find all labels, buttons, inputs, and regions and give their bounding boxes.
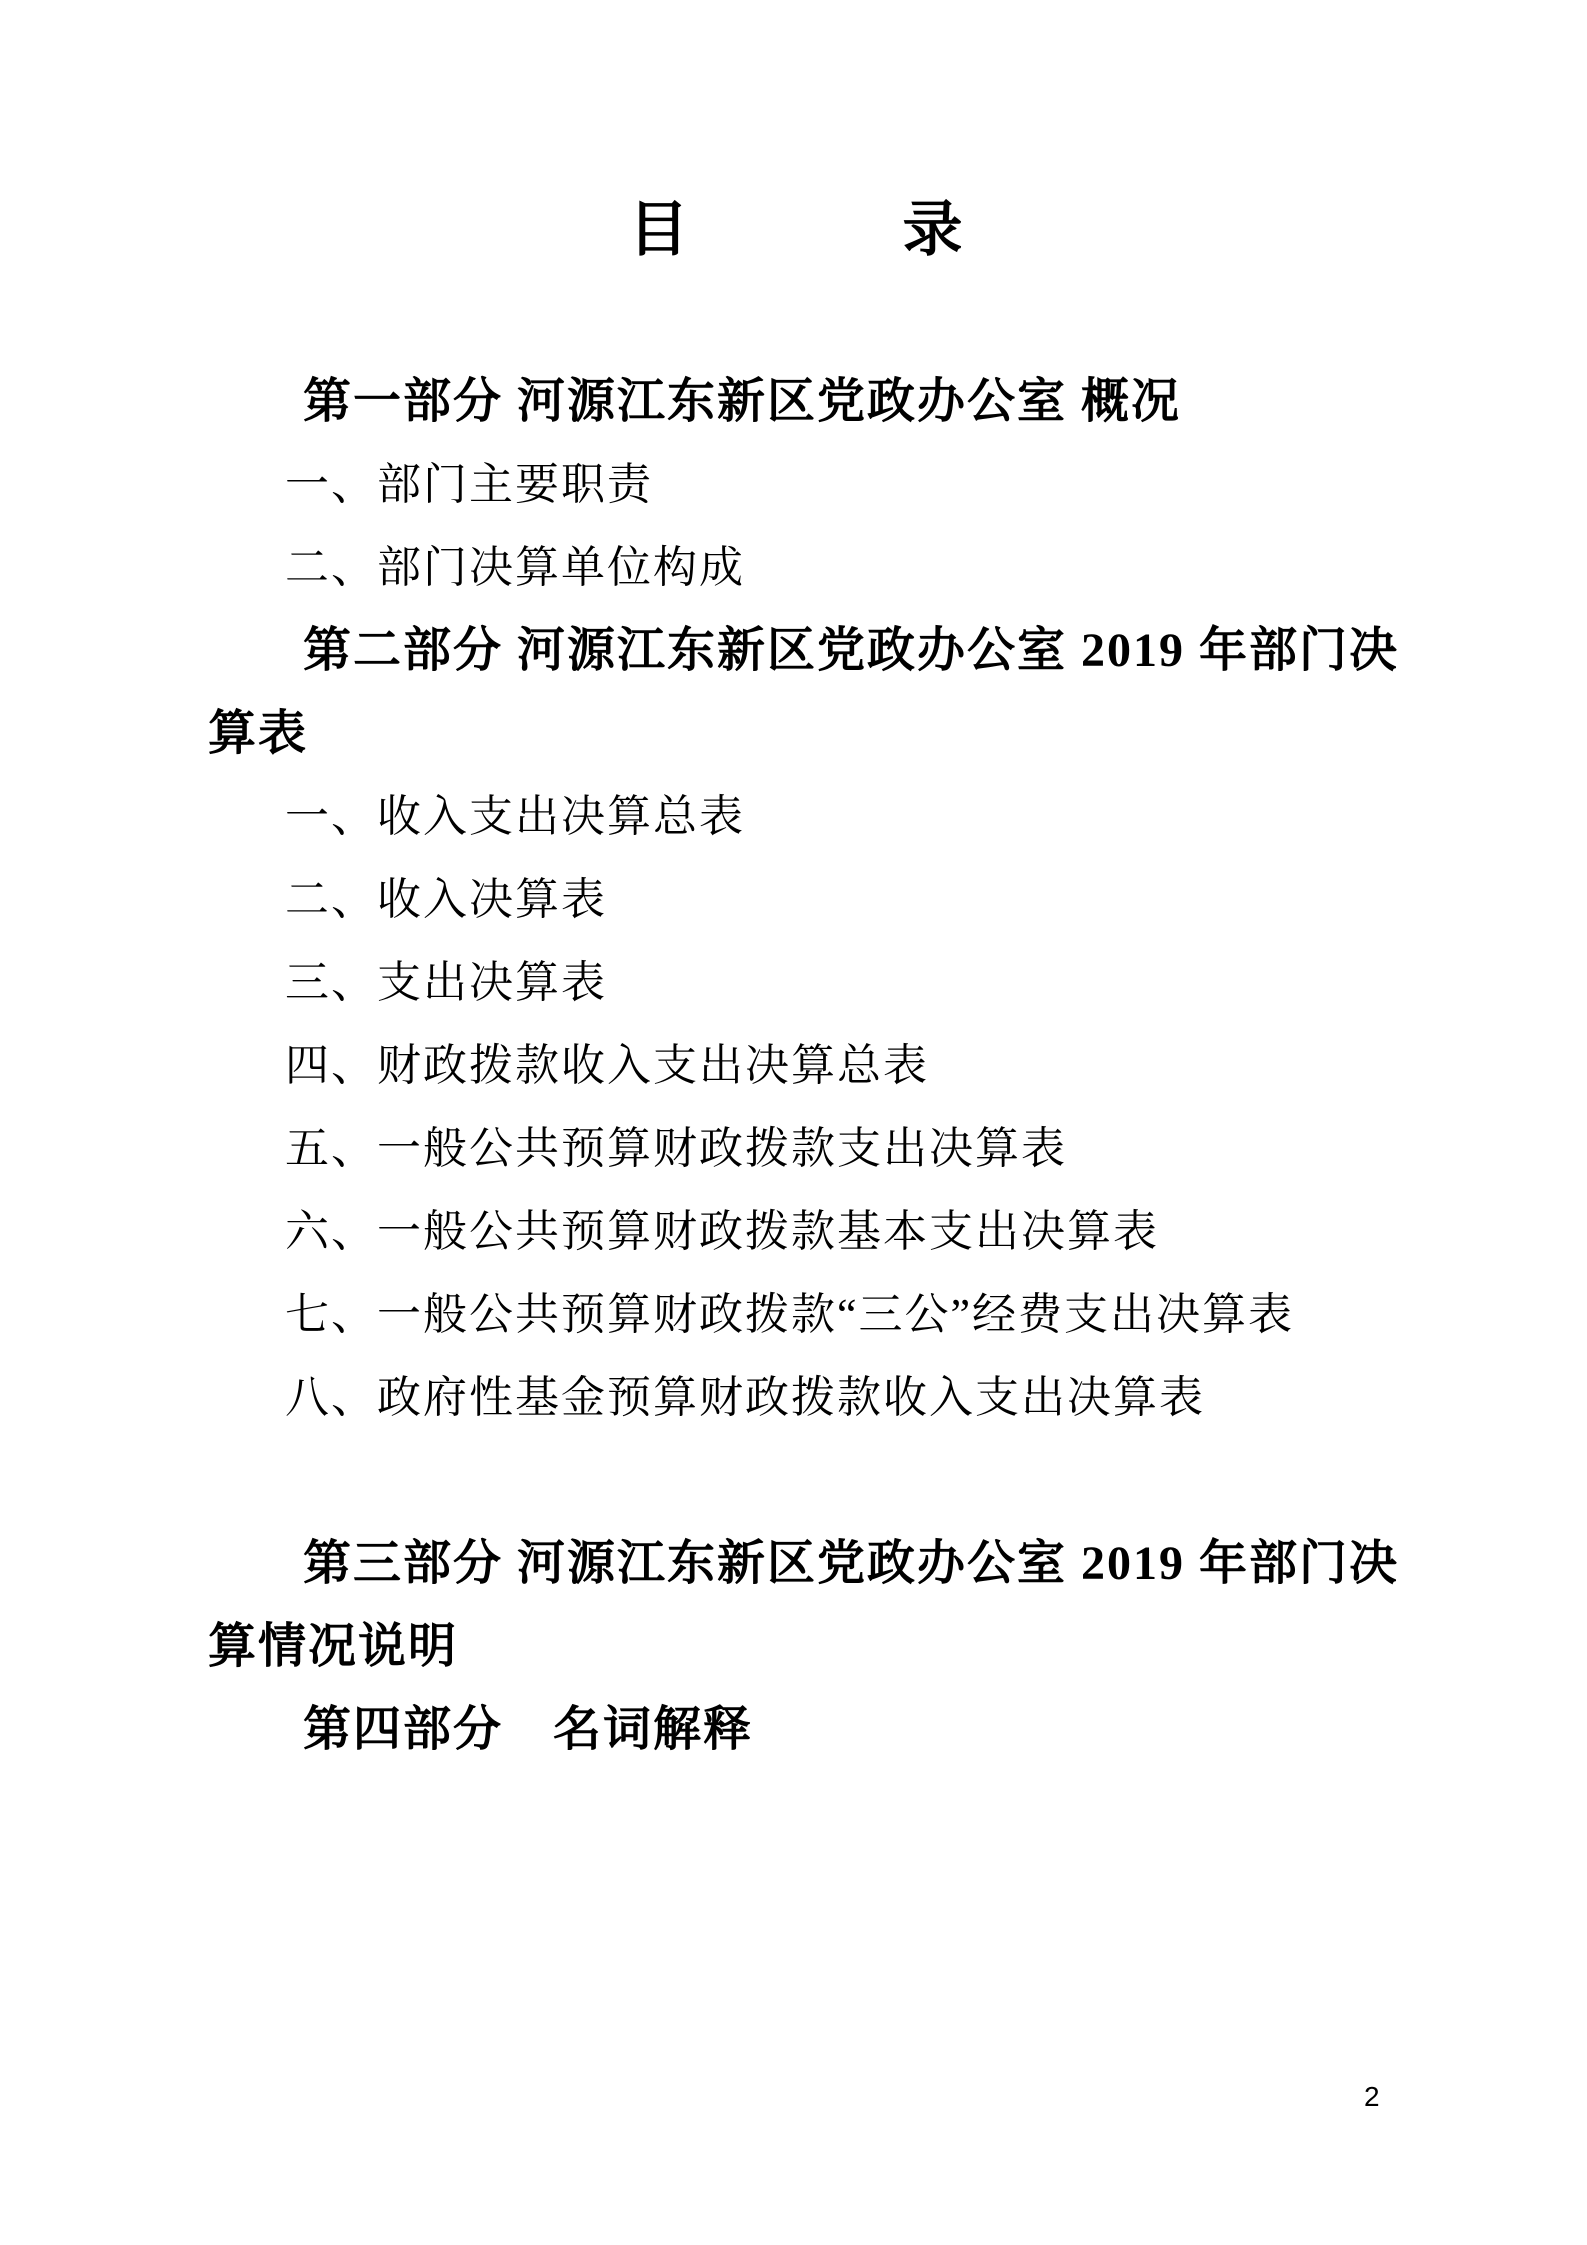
toc-heading-part4: 第四部分 名词解释 xyxy=(303,1703,754,1756)
toc-heading-part2-line2: 算表 xyxy=(208,707,309,760)
toc-item-dept-units: 二、部门决算单位构成 xyxy=(285,543,745,592)
toc-heading-part3-line1: 第三部分 河源江东新区党政办公室 2019 年部门决 xyxy=(303,1537,1400,1590)
toc-item-income-expense-total: 一、收入支出决算总表 xyxy=(285,792,745,841)
toc-heading-part2-line1: 第二部分 河源江东新区党政办公室 2019 年部门决 xyxy=(303,624,1400,677)
page-number: 2 xyxy=(1364,2081,1380,2112)
toc-item-dept-duties: 一、部门主要职责 xyxy=(285,460,653,509)
toc-heading-part1: 第一部分 河源江东新区党政办公室 概况 xyxy=(303,375,1182,428)
toc-item-public-budget-expense: 五、一般公共预算财政拨款支出决算表 xyxy=(285,1124,1067,1173)
page-title-char-mu: 目 xyxy=(628,197,689,263)
toc-item-sangong-expense: 七、一般公共预算财政拨款“三公”经费支出决算表 xyxy=(285,1290,1295,1339)
toc-item-basic-expense: 六、一般公共预算财政拨款基本支出决算表 xyxy=(285,1207,1159,1256)
toc-spacer xyxy=(208,1439,1383,1522)
toc-heading-part3-line2: 算情况说明 xyxy=(208,1620,459,1673)
toc-item-income-table: 二、收入决算表 xyxy=(285,875,607,924)
toc-item-expense-table: 三、支出决算表 xyxy=(285,958,607,1007)
page-title-char-lu: 录 xyxy=(902,197,963,263)
toc-item-fiscal-total: 四、财政拨款收入支出决算总表 xyxy=(285,1041,929,1090)
table-of-contents xyxy=(208,360,1400,1771)
toc-item-gov-fund: 八、政府性基金预算财政拨款收入支出决算表 xyxy=(285,1373,1205,1422)
page-title xyxy=(208,190,1383,270)
